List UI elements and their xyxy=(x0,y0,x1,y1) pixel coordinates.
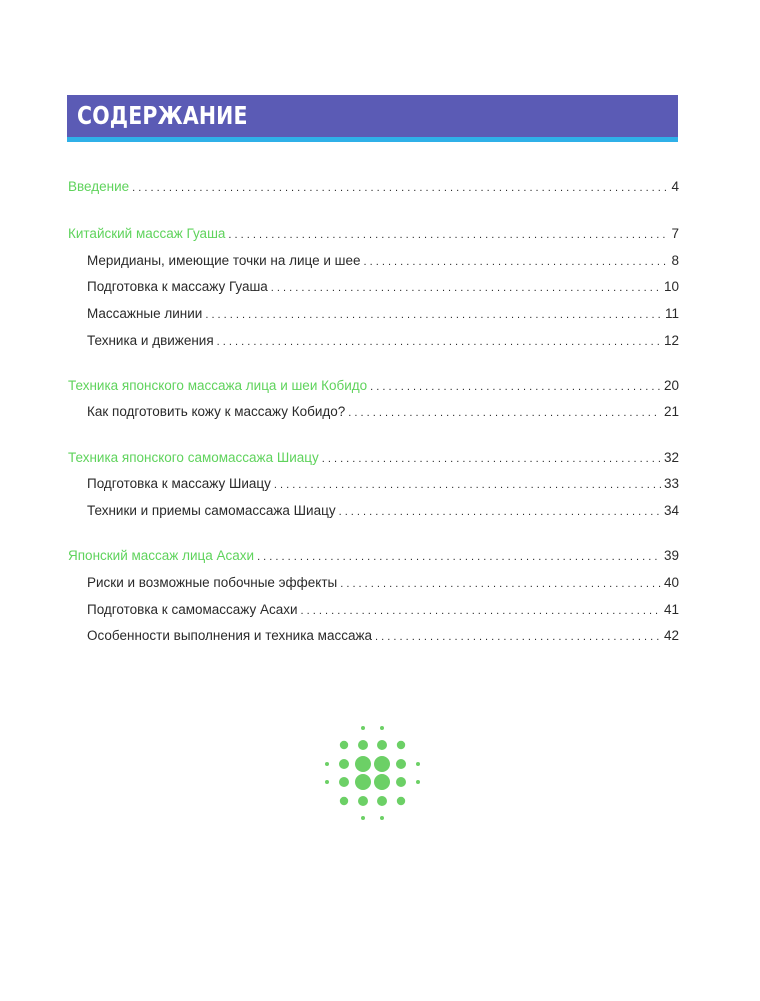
toc-entry-page: 39 xyxy=(663,548,679,563)
toc-entry-chapter[interactable] xyxy=(68,548,679,565)
toc-entry-page: 10 xyxy=(663,279,679,294)
dot-leader xyxy=(339,504,661,520)
toc-entry-title: Особенности выполнения и техника массажа xyxy=(87,628,373,643)
toc-entry-section[interactable] xyxy=(87,279,679,296)
toc-entry-page: 41 xyxy=(663,602,679,617)
toc-entry-page: 21 xyxy=(663,404,679,419)
toc-entry-page: 34 xyxy=(663,503,679,518)
toc-entry-title: Техника японского массажа лица и шеи Кобидо xyxy=(68,378,368,393)
toc-entry-page: 7 xyxy=(671,226,679,241)
dot-leader xyxy=(217,334,661,350)
toc-entry-chapter[interactable] xyxy=(68,450,679,467)
toc-entry-title: Подготовка к массажу Гуаша xyxy=(87,279,268,294)
toc-entry-title: Меридианы, имеющие точки на лице и шее xyxy=(87,253,361,268)
dot-leader xyxy=(205,307,662,323)
toc-entry-title: Техника и движения xyxy=(87,333,214,348)
dot-leader xyxy=(322,451,661,467)
toc-entry-page: 40 xyxy=(663,575,679,590)
toc-entry-title: Массажные линии xyxy=(87,306,203,321)
toc-entry-section[interactable] xyxy=(87,602,679,619)
toc-entry-section[interactable] xyxy=(87,253,679,270)
dot-leader xyxy=(301,603,661,619)
dot-sunburst-icon xyxy=(322,724,422,824)
toc-entry-page: 33 xyxy=(663,476,679,491)
dot-leader xyxy=(132,180,668,196)
toc-entry-section[interactable] xyxy=(87,575,679,592)
dot-leader xyxy=(274,477,661,493)
toc-entry-page: 32 xyxy=(663,450,679,465)
toc-entry-title: Китайский массаж Гуаша xyxy=(68,226,226,241)
dot-leader xyxy=(271,280,661,296)
toc-entry-title: Как подготовить кожу к массажу Кобидо? xyxy=(87,404,346,419)
toc-entry-title: Подготовка к массажу Шиацу xyxy=(87,476,271,491)
dot-leader xyxy=(228,227,668,243)
toc-entry-title: Подготовка к самомассажу Асахи xyxy=(87,602,298,617)
toc-entry-page: 42 xyxy=(663,628,679,643)
toc-entry-section[interactable] xyxy=(87,476,679,493)
toc-entry-title: Техники и приемы самомассажа Шиацу xyxy=(87,503,336,518)
toc-entry-page: 11 xyxy=(664,306,679,321)
page-title: СОДЕРЖАНИЕ xyxy=(77,101,248,130)
toc-entry-page: 8 xyxy=(671,253,679,268)
dot-leader xyxy=(257,549,661,565)
toc-entry-title: Японский массаж лица Асахи xyxy=(68,548,255,563)
dot-leader xyxy=(348,405,661,421)
toc-entry-page: 4 xyxy=(671,179,679,194)
toc-entry-chapter[interactable] xyxy=(68,179,679,196)
toc-entry-section[interactable] xyxy=(87,628,679,645)
toc-entry-chapter[interactable] xyxy=(68,226,679,243)
toc-entry-title: Техника японского самомассажа Шиацу xyxy=(68,450,319,465)
header-rule xyxy=(67,137,678,142)
toc-entry-section[interactable] xyxy=(87,503,679,520)
toc-entry-section[interactable] xyxy=(87,306,679,323)
toc-entry-title: Риски и возможные побочные эффекты xyxy=(87,575,338,590)
toc-entry-section[interactable] xyxy=(87,333,679,350)
dot-leader xyxy=(364,254,669,270)
toc-entry-title: Введение xyxy=(68,179,130,194)
toc-entry-page: 20 xyxy=(663,378,679,393)
dot-leader xyxy=(370,379,661,395)
dot-leader xyxy=(340,576,661,592)
dot-leader xyxy=(375,629,661,645)
toc-entry-page: 12 xyxy=(663,333,679,348)
toc-entry-chapter[interactable] xyxy=(68,378,679,395)
toc-entry-section[interactable] xyxy=(87,404,679,421)
